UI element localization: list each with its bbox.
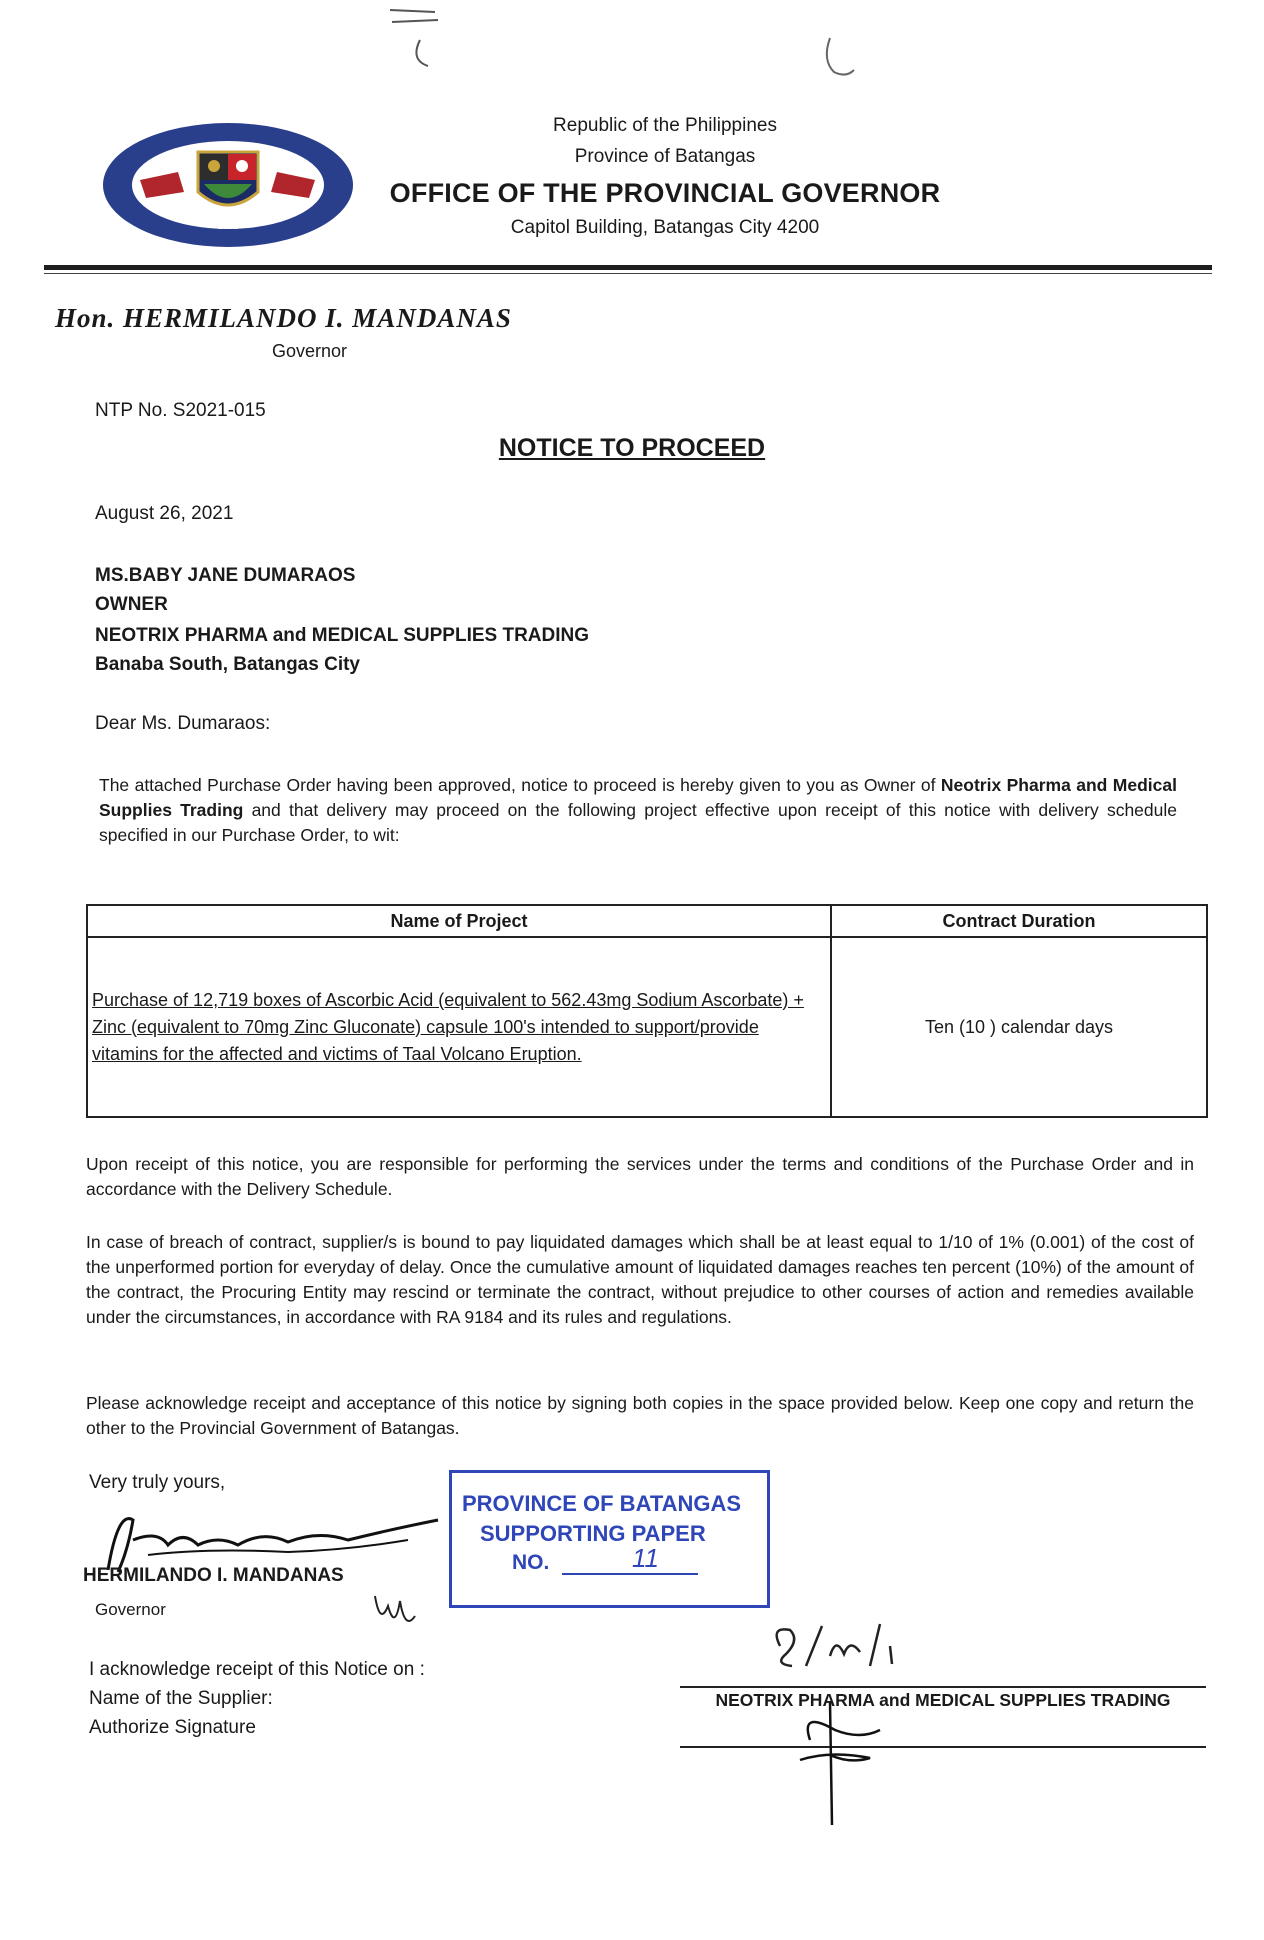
stamp-line-2: SUPPORTING PAPER bbox=[480, 1521, 706, 1546]
header-rule bbox=[44, 265, 1212, 270]
project-description: Purchase of 12,719 boxes of Ascorbic Acid (equivalent to 562.43mg Sodium Ascorbate) + Zinc (equivalent to 70mg Zinc Gluconate) capsule 100's intended to support/provide vitamins for the affected and victims of Taal Volcano Eruption. bbox=[92, 989, 804, 1064]
addressee-company: NEOTRIX PHARMA and MEDICAL SUPPLIES TRADING bbox=[95, 625, 590, 646]
intro-paragraph: The attached Purchase Order having been approved, notice to proceed is hereby given to you as Owner of Neotrix Pharma and Medical Supplies Trading and that delivery may proceed on the following project effective upon receipt of this notice with delivery schedule specified in our Purchase Order, to wit: bbox=[99, 775, 1178, 845]
governor-title: Governor bbox=[272, 341, 348, 361]
table-header-row bbox=[87, 905, 1207, 937]
addressee-name: MS.BABY JANE DUMARAOS bbox=[95, 565, 356, 586]
salutation: Dear Ms. Dumaraos: bbox=[95, 713, 271, 734]
header-rule-thin bbox=[44, 273, 1212, 274]
punch-mark bbox=[380, 0, 450, 80]
stamp-number-line bbox=[562, 1573, 698, 1575]
stamp-line-1: PROVINCE OF BATANGAS bbox=[462, 1491, 742, 1516]
office-address: Capitol Building, Batangas City 4200 bbox=[510, 217, 820, 238]
col-header-project: Name of Project bbox=[87, 905, 831, 937]
addressee-position: OWNER bbox=[95, 594, 168, 615]
supplier-name: NEOTRIX PHARMA and MEDICAL SUPPLIES TRADING bbox=[715, 1690, 1171, 1710]
batangas-seal-logo bbox=[100, 120, 355, 250]
signatory-title: Governor bbox=[95, 1600, 166, 1619]
handwritten-initials bbox=[370, 1586, 425, 1636]
stamp-number: 11 bbox=[632, 1543, 659, 1573]
document-title: NOTICE TO PROCEED bbox=[498, 434, 766, 462]
ack-line-1: I acknowledge receipt of this Notice on : bbox=[89, 1659, 425, 1680]
signatory-name: HERMILANDO I. MANDANAS bbox=[83, 1565, 344, 1586]
ntp-number: NTP No. S2021-015 bbox=[95, 400, 266, 421]
company-bold: Neotrix Pharma and Medical Supplies Trading bbox=[99, 775, 1177, 820]
handwritten-date bbox=[770, 1616, 930, 1676]
acknowledge-paragraph: Please acknowledge receipt and acceptance of this notice by signing both copies in the space provided below. Keep one copy and return the other to the Provincial Government of Batangas. bbox=[86, 1393, 1194, 1438]
supplier-signature-line-bottom bbox=[680, 1746, 1206, 1748]
addressee-address: Banaba South, Batangas City bbox=[95, 654, 360, 675]
letter-date: August 26, 2021 bbox=[95, 503, 234, 524]
ack-line-2: Name of the Supplier: bbox=[89, 1688, 273, 1709]
project-cell bbox=[87, 937, 831, 1117]
supplier-signature-line bbox=[680, 1686, 1206, 1688]
country-line: Republic of the Philippines bbox=[553, 115, 777, 136]
province-line: Province of Batangas bbox=[574, 146, 756, 167]
duration-cell: Ten (10 ) calendar days bbox=[831, 937, 1207, 1117]
punch-mark bbox=[820, 30, 860, 85]
responsibility-paragraph: Upon receipt of this notice, you are responsible for performing the services under the terms and conditions of the Purchase Order and in accordance with the Delivery Schedule. bbox=[86, 1154, 1194, 1199]
col-header-duration: Contract Duration bbox=[831, 905, 1207, 937]
ack-line-3: Authorize Signature bbox=[89, 1717, 256, 1738]
seal-year: 1581 bbox=[217, 221, 239, 231]
table-row bbox=[87, 937, 1207, 1117]
supplier-signature bbox=[790, 1700, 890, 1830]
closing: Very truly yours, bbox=[89, 1472, 226, 1493]
damages-paragraph: In case of breach of contract, supplier/s is bound to pay liquidated damages which shall be at least equal to 1/10 of 1% (0.001) of the cost of the unperformed portion for everyday of delay. Once the cumulative amount of liquidated damages reaches ten percent (10%) of the amount of the contract, the Procuring Entity may rescind or terminate the contract, without prejudice to other courses of action and remedies available under the circumstances, in accordance with RA 9184 and its rules and regulations. bbox=[86, 1232, 1194, 1327]
office-title: OFFICE OF THE PROVINCIAL GOVERNOR bbox=[389, 178, 941, 208]
supporting-paper-stamp bbox=[449, 1470, 770, 1608]
project-table bbox=[86, 904, 1208, 1118]
governor-name-header: Hon. HERMILANDO I. MANDANAS bbox=[55, 303, 512, 333]
stamp-line-3: NO. bbox=[512, 1551, 550, 1574]
